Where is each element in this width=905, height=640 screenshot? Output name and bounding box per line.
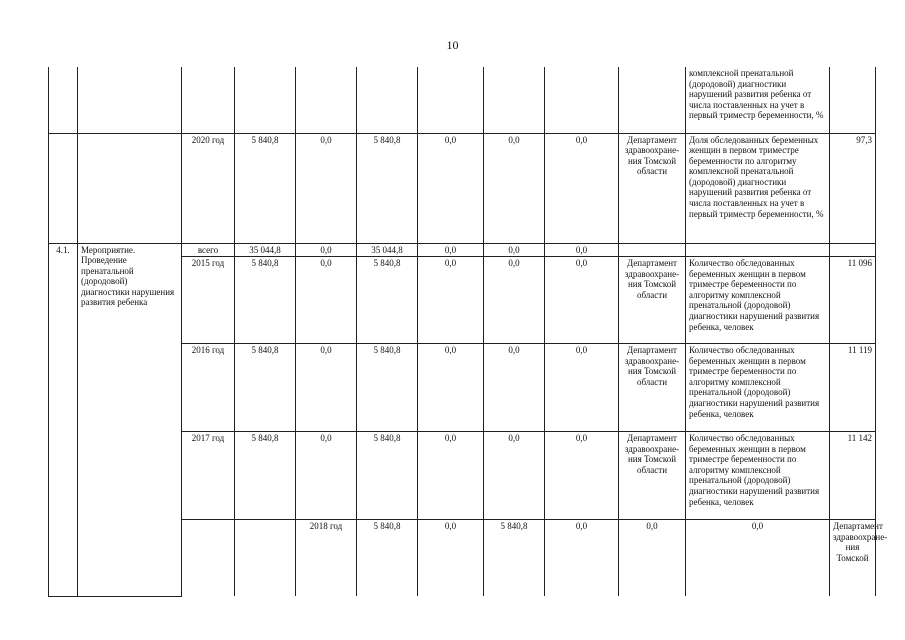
page-number: 10	[446, 38, 459, 52]
cell-indicator-value: 97,3	[830, 133, 876, 243]
program-table	[48, 67, 888, 597]
cell-year	[182, 67, 235, 133]
cell-regional: 5 840,8	[357, 257, 418, 344]
cell-regional: 35 044,8	[357, 243, 418, 257]
cell-year: 2015 год	[182, 257, 235, 344]
cell-other: 0,0	[545, 257, 619, 344]
cell-department: Департамент здравоохране-ния Томской области	[619, 257, 686, 344]
cell-total	[235, 67, 296, 133]
cell-total: 5 840,8	[235, 344, 296, 432]
table-row	[49, 133, 876, 243]
cell-local: 0,0	[418, 133, 484, 243]
cell-total: 5 840,8	[235, 257, 296, 344]
cell-regional	[357, 67, 418, 133]
cell-other: 0,0	[545, 133, 619, 243]
cell-year: 2017 год	[182, 432, 235, 520]
cell-year: 2020 год	[182, 133, 235, 243]
cell-other	[545, 67, 619, 133]
cell-local: 0,0	[418, 257, 484, 344]
cell-indicator: Количество обследованных беременных женщин в первом триместре беременности по алгоритму комплексной пренатальной (дородовой) диагностики нарушений развития ребенка, человек	[686, 432, 830, 520]
cell-local: 0,0	[418, 243, 484, 257]
cell-regional: 5 840,8	[357, 344, 418, 432]
cell-local: 0,0	[418, 344, 484, 432]
cell-indicator-value: 11 119	[830, 344, 876, 432]
cell-department: Департамент здравоохране-ния Томской области	[619, 432, 686, 520]
cell-federal	[296, 67, 357, 133]
cell-indicator: комплексной пренатальной (дородовой) диагностики нарушений развития ребенка от числа поставленных на учет в первый триместр беременности, %	[686, 67, 830, 133]
cell-indicator: Количество обследованных беременных женщин в первом триместре беременности по алгоритму комплексной пренатальной (дородовой) диагностики нарушений развития ребенка, человек	[686, 344, 830, 432]
cell-regional: 5 840,8	[357, 432, 418, 520]
cell-federal: 0,0	[296, 257, 357, 344]
cell-regional: 5 840,8	[484, 520, 545, 597]
cell-federal: 0,0	[296, 243, 357, 257]
cell-total: 5 840,8	[357, 520, 418, 597]
cell-indicator: Доля обследованных беременных женщин в первом триместре беременности по алгоритму комплексной пренатальной (дородовой) диагностики нарушений развития ребенка от числа поставленных на учет в первый триместр беременности, %	[686, 133, 830, 243]
cell-year: всего	[182, 243, 235, 257]
cell-local: 0,0	[418, 432, 484, 520]
cell-number	[49, 67, 78, 133]
cell-total: 5 840,8	[235, 432, 296, 520]
cell-indicator: Количество обследованных беременных женщин в первом триместре беременности по алгоритму комплексной пренатальной (дородовой) диагностики нарушений развития ребенка, человек	[686, 257, 830, 344]
cell-department: Департамент здравоохране-ния Томской области	[619, 344, 686, 432]
cell-indicator-value	[830, 243, 876, 257]
cell-offbudget: 0,0	[484, 257, 545, 344]
cell-department: Департамент здравоохране-ния Томской	[830, 520, 876, 597]
cell-local: 0,0	[545, 520, 619, 597]
cell-other: 0,0	[545, 243, 619, 257]
cell-other: 0,0	[686, 520, 830, 597]
cell-indicator-value: 11 142	[830, 432, 876, 520]
cell-federal: 0,0	[296, 344, 357, 432]
cell-indicator-value: 11 096	[830, 257, 876, 344]
cell-indicator	[686, 243, 830, 257]
cell-offbudget: 0,0	[484, 432, 545, 520]
cell-year: 2016 год	[182, 344, 235, 432]
cell-federal: 0,0	[418, 520, 484, 597]
cell-offbudget: 0,0	[484, 243, 545, 257]
cell-offbudget: 0,0	[619, 520, 686, 597]
cell-offbudget: 0,0	[484, 344, 545, 432]
cell-regional: 5 840,8	[357, 133, 418, 243]
table-row	[49, 67, 876, 133]
cell-activity: Мероприятие. Проведение пренатальной (дородовой) диагностики нарушения развития ребенка	[78, 243, 182, 596]
cell-department: Департамент здравоохране-ния Томской области	[619, 133, 686, 243]
cell-federal: 0,0	[296, 133, 357, 243]
cell-year: 2018 год	[296, 520, 357, 597]
cell-federal: 0,0	[296, 432, 357, 520]
cell-activity	[78, 67, 182, 133]
cell-other: 0,0	[545, 344, 619, 432]
cell-total: 5 840,8	[235, 133, 296, 243]
cell-total: 35 044,8	[235, 243, 296, 257]
cell-number: 4.1.	[49, 243, 78, 596]
cell-other: 0,0	[545, 432, 619, 520]
cell-local	[418, 67, 484, 133]
cell-department	[619, 67, 686, 133]
cell-offbudget: 0,0	[484, 133, 545, 243]
cell-indicator-value	[830, 67, 876, 133]
cell-department	[619, 243, 686, 257]
cell-offbudget	[484, 67, 545, 133]
table-row	[49, 243, 876, 257]
